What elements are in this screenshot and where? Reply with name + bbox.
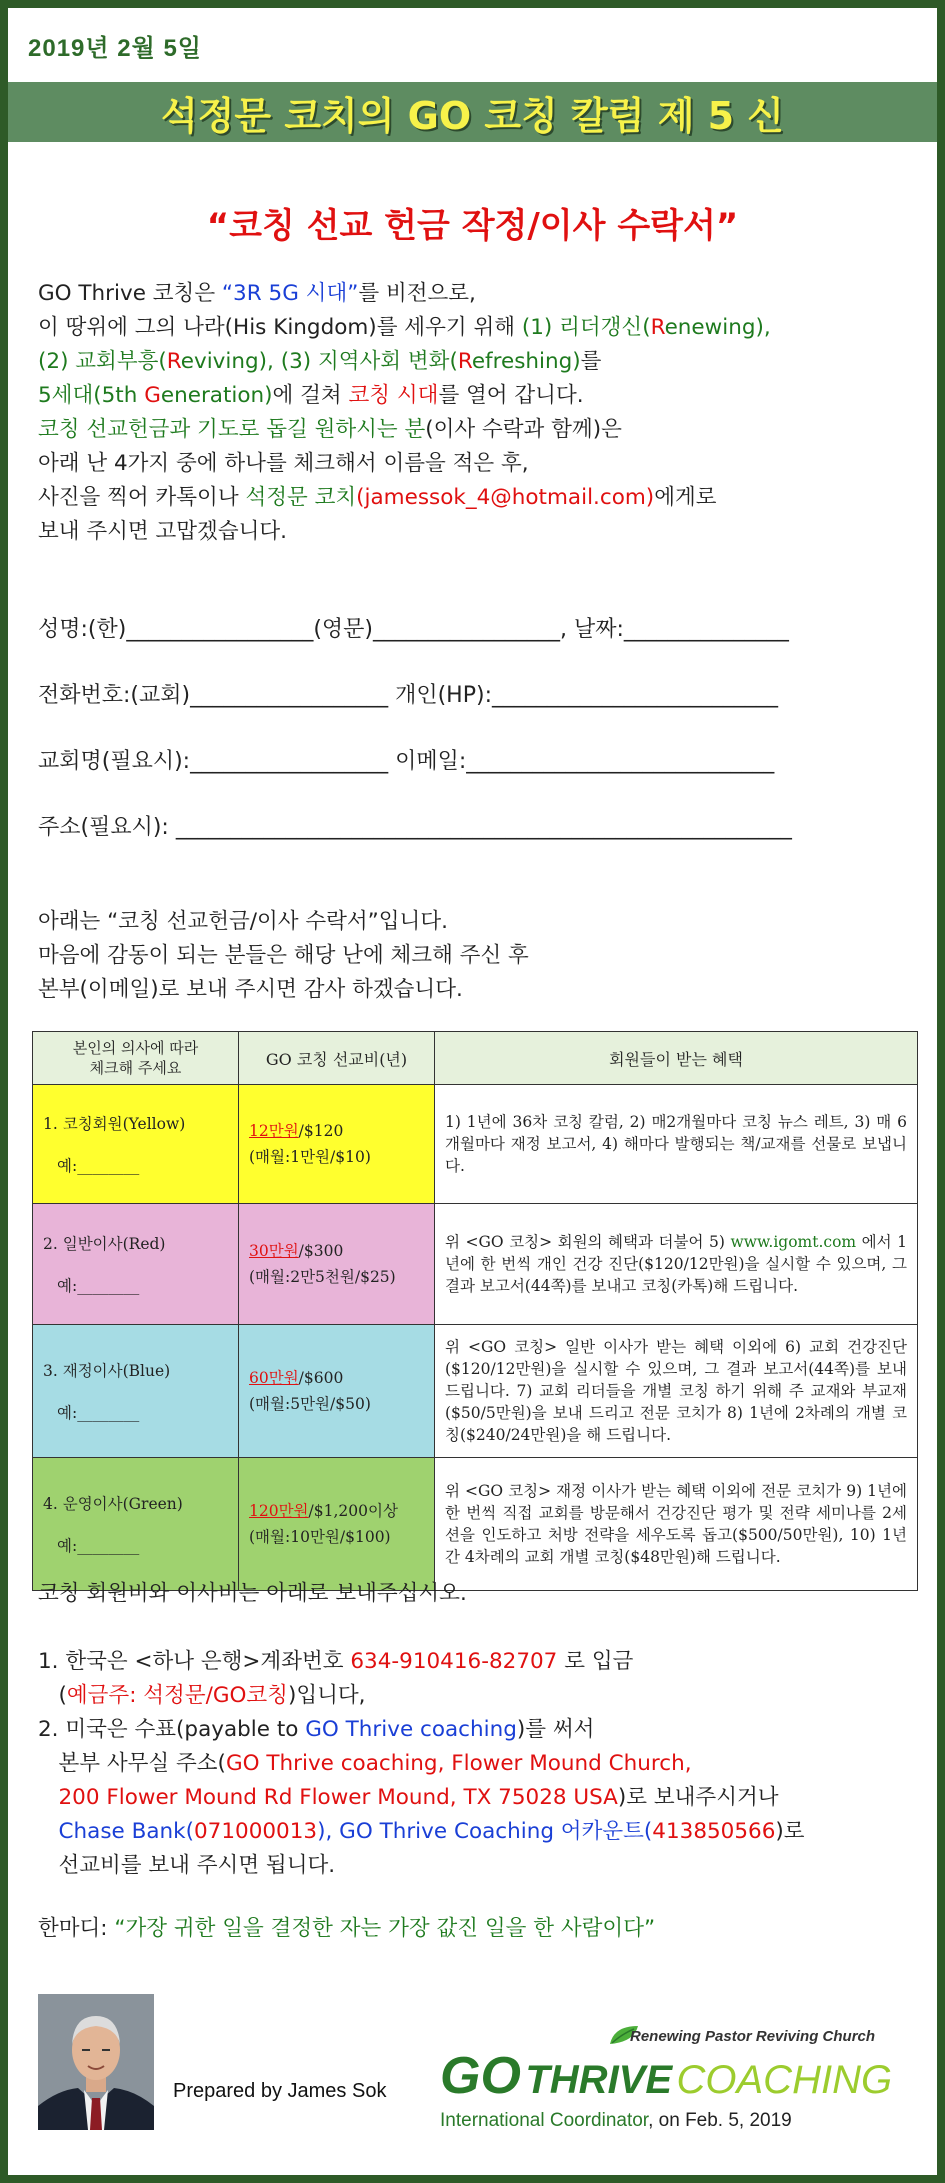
tier-cell[interactable]: [33, 1085, 239, 1204]
fee-usd: /$120: [298, 1122, 344, 1140]
closing-quote: [38, 1912, 655, 1946]
benefit-cell: 위 <GO 코칭> 회원의 혜택과 더불어 5) www.igomt.com 에서 1년에 한 번씩 개인 건강 진단($120/12만원)을 실시할 수 있으며, 그 결과 보고서(44쪽)를 보내고 코칭(카톡)해 드립니다.: [435, 1204, 918, 1325]
page-title: “코칭 선교 헌금 작정/이사 수락서”: [206, 206, 739, 246]
tier-check-blank[interactable]: 예:________: [57, 1404, 140, 1422]
logo-wordmark: [440, 2046, 892, 2106]
intro-line: (2) 교회부흥(Reviving), (3) 지역사회 변화(Refreshing)를: [38, 349, 602, 374]
form-church-email-field[interactable]: 교회명(필요시):__________________ 이메일:____________________________: [38, 749, 775, 774]
fee-cell: [239, 1085, 435, 1204]
fee-krw: 60만원: [249, 1369, 299, 1387]
form-phone-field[interactable]: 전화번호:(교회)__________________ 개인(HP):__________________________: [38, 683, 778, 708]
footer-date: , on Feb. 5, 2019: [648, 2110, 792, 2131]
fee-monthly: (매월:5만원/$50): [249, 1395, 371, 1413]
tier-name: 3. 재정이사(Blue): [43, 1362, 171, 1380]
intro-line: 코칭 선교헌금과 기도로 돕길 원하시는 분(이사 수락과 함께)은: [38, 417, 622, 442]
instruction-line: 본부(이메일)로 보내 주시면 감사 하겠습니다.: [38, 977, 463, 1002]
tier-name: 2. 일반이사(Red): [43, 1235, 166, 1253]
banner-title: 석정문 코치의 GO 코칭 칼럼 제 5 신: [160, 93, 785, 138]
payment-line: 2. 미국은 수표(payable to GO Thrive coaching)를 써서: [38, 1717, 595, 1742]
payment-line: 코칭 회원비와 이사비는 아래로 보내주십시오.: [38, 1581, 467, 1606]
fee-krw: 12만원: [249, 1122, 299, 1140]
header-benefits: 회원들이 받는 혜택: [435, 1032, 918, 1085]
intro-line: GO Thrive 코칭은 “3R 5G 시대”를 비전으로,: [38, 281, 476, 306]
tier-check-blank[interactable]: 예:________: [57, 1157, 140, 1175]
intro-line: 이 땅위에 그의 나라(His Kingdom)를 세우기 위해 (1) 리더갱신(Renewing),: [38, 315, 771, 340]
column-date: 2019년 2월 5일: [28, 35, 202, 62]
fee-monthly: (매월:10만원/$100): [249, 1528, 391, 1546]
fee-monthly: (매월:1만원/$10): [249, 1148, 371, 1166]
payment-line: 200 Flower Mound Rd Flower Mound, TX 75028 USA)로 보내주시거나: [38, 1785, 779, 1810]
intro-line: 보내 주시면 고맙겠습니다.: [38, 519, 287, 544]
header-check: 본인의 의사에 따라 체크해 주세요: [33, 1032, 239, 1085]
tier-name: 4. 운영이사(Green): [43, 1495, 183, 1513]
author-portrait-image: [38, 1994, 154, 2130]
form-name-field[interactable]: 성명:(한)_________________(영문)_________________, 날짜:_______________: [38, 617, 789, 642]
fee-cell: [239, 1458, 435, 1591]
intro-line: 사진을 찍어 카톡이나 석정문 코치(jamessok_4@hotmail.com)에게로: [38, 485, 717, 510]
payment-line: 본부 사무실 주소(GO Thrive coaching, Flower Mound Church,: [38, 1751, 692, 1776]
bank-account-number: 634-910416-82707: [350, 1649, 558, 1674]
table-header-row: [33, 1032, 918, 1085]
fee-cell: [239, 1204, 435, 1325]
header-fee: GO 코칭 선교비(년): [239, 1032, 435, 1085]
benefits-table: [32, 1031, 918, 1591]
payment-line: 선교비를 보내 주시면 됩니다.: [38, 1853, 336, 1878]
intro-line: 아래 난 4가지 중에 하나를 체크해서 이름을 적은 후,: [38, 451, 529, 476]
fee-krw: 120만원: [249, 1502, 309, 1520]
go-thrive-logo: [440, 2024, 910, 2154]
table-row: [33, 1085, 918, 1204]
intro-line: 5세대(5th Generation)에 걸쳐 코칭 시대를 열어 갑니다.: [38, 383, 584, 408]
fee-krw: 30만원: [249, 1242, 299, 1260]
column-banner: [8, 82, 937, 142]
logo-coaching: COACHING: [676, 2058, 893, 2102]
quote-label: 한마디:: [38, 1916, 115, 1941]
coordinator-role: International Coordinator: [440, 2110, 649, 2131]
logo-thrive: THRIVE: [525, 2058, 673, 2102]
instruction-line: 마음에 감동이 되는 분들은 해당 난에 체크해 주신 후: [38, 943, 529, 968]
tier-cell[interactable]: [33, 1325, 239, 1458]
logo-go: GO: [440, 2047, 521, 2105]
tier-cell[interactable]: [33, 1458, 239, 1591]
logo-subtitle: [440, 2110, 792, 2132]
prepared-by: Prepared by James Sok: [173, 2080, 387, 2102]
instruction-paragraph: [38, 905, 529, 1007]
payment-line-blank: [38, 1611, 805, 1645]
tier-check-blank[interactable]: 예:________: [57, 1277, 140, 1295]
tier-name: 1. 코칭회원(Yellow): [43, 1115, 186, 1133]
table-row: [33, 1204, 918, 1325]
fee-usd: /$300: [298, 1242, 344, 1260]
igomt-link[interactable]: www.igomt.com: [730, 1233, 857, 1251]
benefit-cell: 위 <GO 코칭> 재정 이사가 받는 혜택 이외에 전문 코치가 9) 1년에 한 번씩 직접 교회를 방문해서 건강진단 평가 및 전략 세미나를 2세션을 인도하고 처방 전략을 세우도록 돕고($500/50만원), 10) 1년간 4차례의 교회 개별 코칭($48만원)해 드립니다.: [435, 1458, 918, 1591]
fee-usd: /$600: [298, 1369, 344, 1387]
benefit-cell: 위 <GO 코칭> 일반 이사가 받는 혜택 이외에 6) 교회 건강진단($120/12만원)을 실시할 수 있으며, 그 결과 보고서(44쪽)를 보내 드립니다. 7) 교회 리더들을 개별 코칭 하기 위해 주 교재와 부교재($50/5만원)을 보내 드리고 전문 코치가 8) 1년에 2차례의 개별 코칭($240/24만원)을 해 드립니다.: [435, 1325, 918, 1458]
fee-cell: [239, 1325, 435, 1458]
payment-instructions: [38, 1577, 805, 1883]
fee-monthly: (매월:2만5천원/$25): [249, 1268, 396, 1286]
table-row: [33, 1458, 918, 1591]
instruction-line: 아래는 “코칭 선교헌금/이사 수락서”입니다.: [38, 909, 448, 934]
benefit-cell: 1) 1년에 36차 코칭 칼럼, 2) 매2개월마다 코칭 뉴스 레트, 3) 매 6개월마다 재정 보고서, 4) 해마다 발행되는 책/교재를 선물로 보냅니다.: [435, 1085, 918, 1204]
fee-usd: /$1,200이상: [308, 1502, 398, 1520]
logo-tagline: Renewing Pastor Reviving Church: [630, 2028, 876, 2045]
form-address-field[interactable]: 주소(필요시): ________________________________________________________: [38, 815, 792, 840]
tier-check-blank[interactable]: 예:________: [57, 1537, 140, 1555]
author-photo: [38, 1994, 154, 2130]
intro-paragraph: [38, 277, 771, 549]
quote-text: “가장 귀한 일을 결정한 자는 가장 값진 일을 한 사람이다”: [114, 1916, 656, 1941]
tier-cell[interactable]: [33, 1204, 239, 1325]
table-row: [33, 1325, 918, 1458]
payment-line: Chase Bank(071000013), GO Thrive Coaching 어카운트(413850566)로: [38, 1819, 805, 1844]
payment-line: (예금주: 석정문/GO코칭)입니다,: [38, 1683, 366, 1708]
payment-line: 1. 한국은 <하나 은행>계좌번호 634-910416-82707 로 입금: [38, 1649, 634, 1674]
